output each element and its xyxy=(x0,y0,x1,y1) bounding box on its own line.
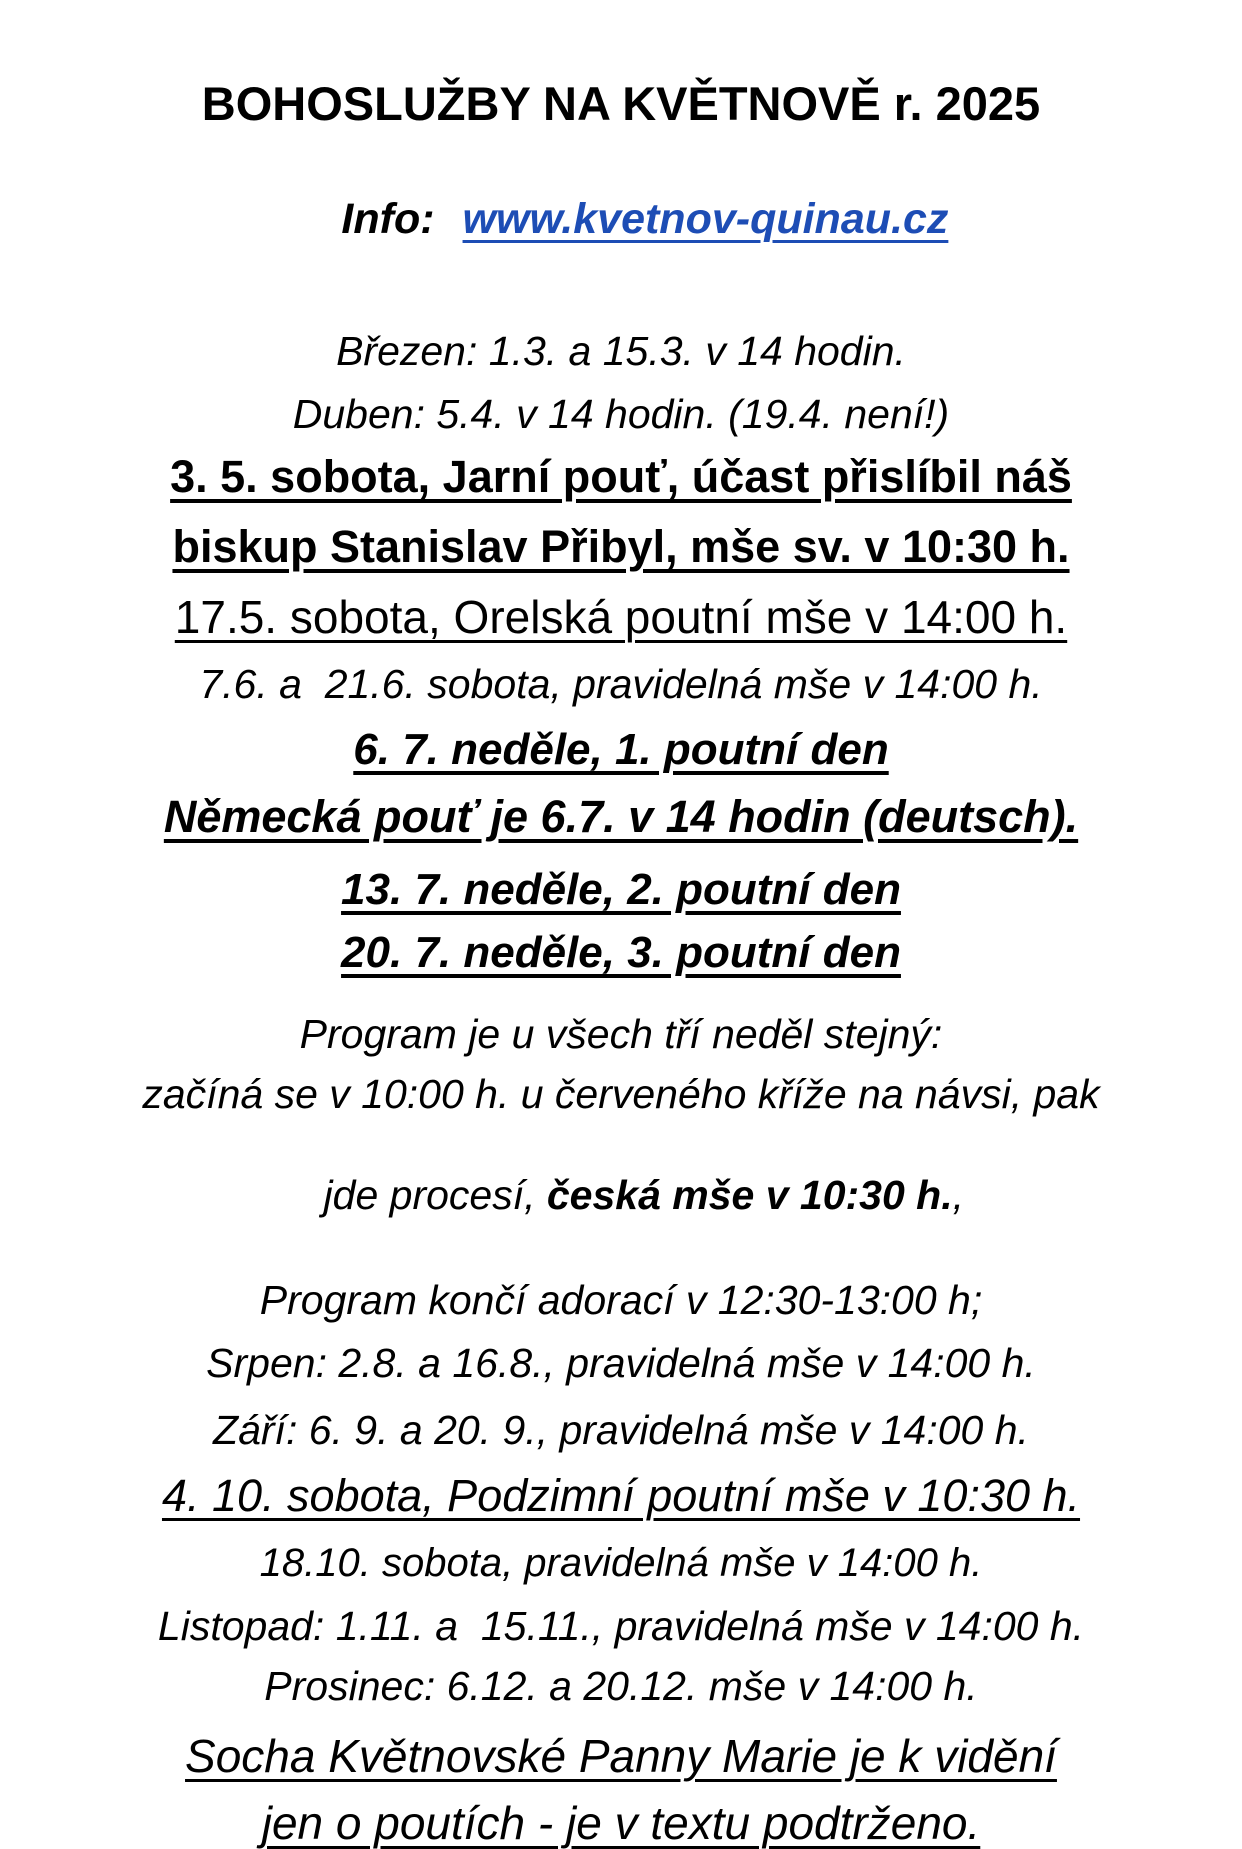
line-statue-note-1: Socha Květnovské Panny Marie je k vidění xyxy=(185,1730,1057,1782)
line-program-procession xyxy=(40,1134,1202,1257)
line-september: Září: 6. 9. a 20. 9., pravidelná mše v 14:00 h. xyxy=(213,1407,1029,1453)
line-march: Březen: 1.3. a 15.3. v 14 hodin. xyxy=(336,328,906,374)
line-july13-title: 13. 7. neděle, 2. poutní den xyxy=(341,865,901,914)
line-program-start: začíná se v 10:00 h. u červeného kříže na návsi, pak xyxy=(142,1071,1100,1117)
program-procession-comma: , xyxy=(952,1172,965,1218)
program-procession-bold-highlight: česká mše v 10:30 h. xyxy=(546,1172,953,1218)
line-november: Listopad: 1.11. a 15.11., pravidelná mše v 14:00 h. xyxy=(157,1603,1085,1649)
line-august: Srpen: 2.8. a 16.8., pravidelná mše v 14:00 h. xyxy=(206,1340,1036,1386)
line-program-intro: Program je u všech tří neděl stejný: xyxy=(299,1011,943,1057)
line-may3-part1: 3. 5. sobota, Jarní pouť, účast přislíbil náš xyxy=(170,451,1072,502)
line-july6-title: 6. 7. neděle, 1. poutní den xyxy=(353,725,889,774)
info-link[interactable]: www.kvetnov-quinau.cz xyxy=(462,195,949,243)
line-july6-german: Německá pouť je 6.7. v 14 hodin (deutsch). xyxy=(163,791,1079,842)
info-label: Info: xyxy=(341,195,435,243)
line-april: Duben: 5.4. v 14 hodin. (19.4. není!) xyxy=(292,391,950,437)
line-december: Prosinec: 6.12. a 20.12. mše v 14:00 h. xyxy=(264,1663,978,1709)
line-october18: 18.10. sobota, pravidelná mše v 14:00 h. xyxy=(259,1541,983,1585)
line-may17: 17.5. sobota, Orelská poutní mše v 14:00 h. xyxy=(174,591,1068,643)
page-title: BOHOSLUŽBY NA KVĚTNOVĚ r. 2025 xyxy=(201,77,1041,130)
line-program-end: Program končí adorací v 12:30-13:00 h; xyxy=(259,1277,983,1323)
line-statue-note-2: jen o poutích - je v textu podtrženo. xyxy=(261,1797,981,1849)
info-line xyxy=(40,155,1202,284)
line-june: 7.6. a 21.6. sobota, pravidelná mše v 14:00 h. xyxy=(199,661,1043,707)
program-procession-pre: jde procesí, xyxy=(323,1172,547,1218)
line-may3-part2: biskup Stanislav Přibyl, mše sv. v 10:30 h. xyxy=(172,521,1070,572)
line-october4: 4. 10. sobota, Podzimní poutní mše v 10:30 h. xyxy=(161,1470,1081,1521)
line-july20-title: 20. 7. neděle, 3. poutní den xyxy=(341,928,901,977)
